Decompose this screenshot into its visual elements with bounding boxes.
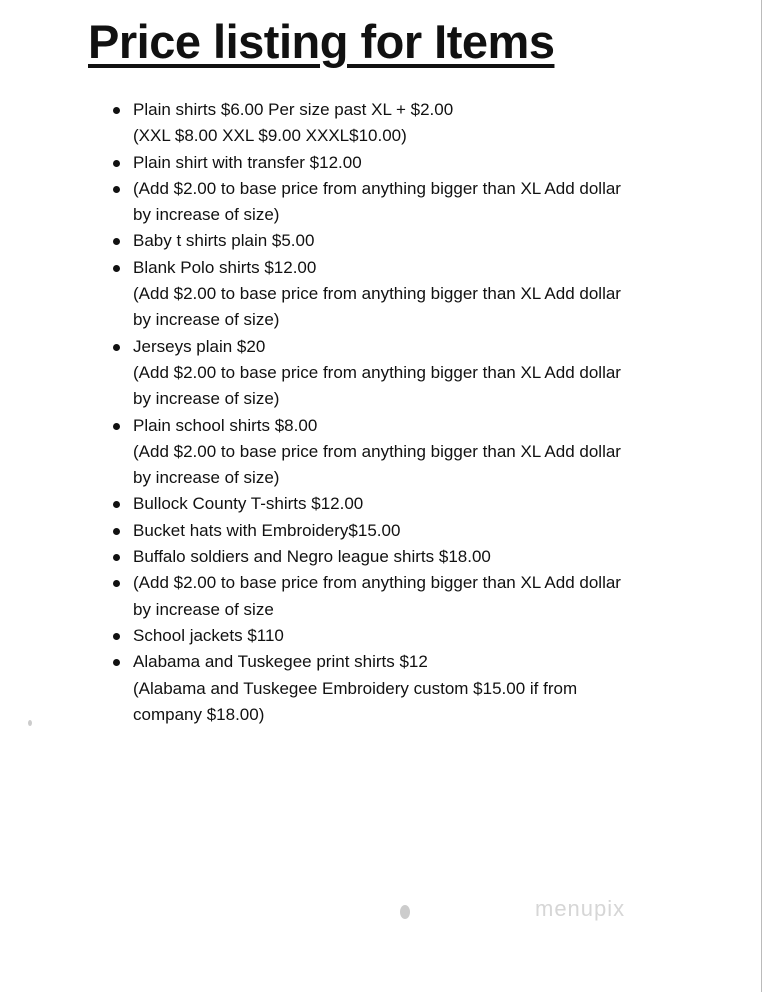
item-text-line: by increase of size) [133,310,280,330]
price-list [0,97,768,728]
page-title: Price listing for Items [88,15,555,68]
list-item [0,544,768,570]
item-text-line: Alabama and Tuskegee print shirts $12 [133,652,428,672]
item-text-line: (XXL $8.00 XXL $9.00 XXXL$10.00) [133,126,407,146]
item-text-line: (Alabama and Tuskegee Embroidery custom $15.00 if from [133,678,578,698]
bullet-icon [113,423,120,430]
watermark-logo: menupix [535,896,626,921]
bullet-icon [113,107,120,114]
bullet-icon [113,238,120,245]
list-item [0,570,768,623]
item-text-line: (Add $2.00 to base price from anything bigger than XL Add dollar [133,284,621,304]
item-text-line: Buffalo soldiers and Negro league shirts $18.00 [133,547,491,567]
item-text-line: (Add $2.00 to base price from anything bigger than XL Add dollar [133,362,621,382]
list-item [0,518,768,544]
bullet-icon [113,633,120,640]
bullet-icon [113,501,120,508]
item-text-line: by increase of size) [133,205,280,225]
scan-speck [400,905,410,919]
list-item [0,176,768,229]
list-item [0,255,768,334]
item-text-line: Plain shirt with transfer $12.00 [133,152,362,172]
list-item [0,413,768,492]
list-item [0,150,768,176]
item-text-line: Baby t shirts plain $5.00 [133,231,315,251]
item-text-line: (Add $2.00 to base price from anything bigger than XL Add dollar [133,441,621,461]
list-item [0,228,768,254]
item-text-line: Bucket hats with Embroidery$15.00 [133,520,401,540]
bullet-icon [113,554,120,561]
list-item [0,649,768,728]
item-text-line: School jackets $110 [133,625,284,645]
item-text-line: Blank Polo shirts $12.00 [133,257,317,277]
list-item [0,97,768,150]
item-text-line: Plain school shirts $8.00 [133,415,318,435]
item-text-line: by increase of size) [133,389,280,409]
bullet-icon [113,160,120,167]
item-text-line: (Add $2.00 to base price from anything bigger than XL Add dollar [133,573,621,593]
list-item [0,334,768,413]
list-item [0,491,768,517]
bullet-icon [113,528,120,535]
item-text-line: by increase of size) [133,468,280,488]
item-text-line: by increase of size [133,599,274,619]
bullet-icon [113,344,120,351]
bullet-icon [113,659,120,666]
bullet-icon [113,265,120,272]
item-text-line: Jerseys plain $20 [133,336,266,356]
item-text-line: Plain shirts $6.00 Per size past XL + $2.00 [133,100,454,119]
bullet-icon [113,580,120,587]
list-item [0,623,768,649]
item-text-line: Bullock County T-shirts $12.00 [133,494,364,514]
item-text-line: company $18.00) [133,704,265,724]
item-text-line: (Add $2.00 to base price from anything bigger than XL Add dollar [133,178,621,198]
bullet-icon [113,186,120,193]
